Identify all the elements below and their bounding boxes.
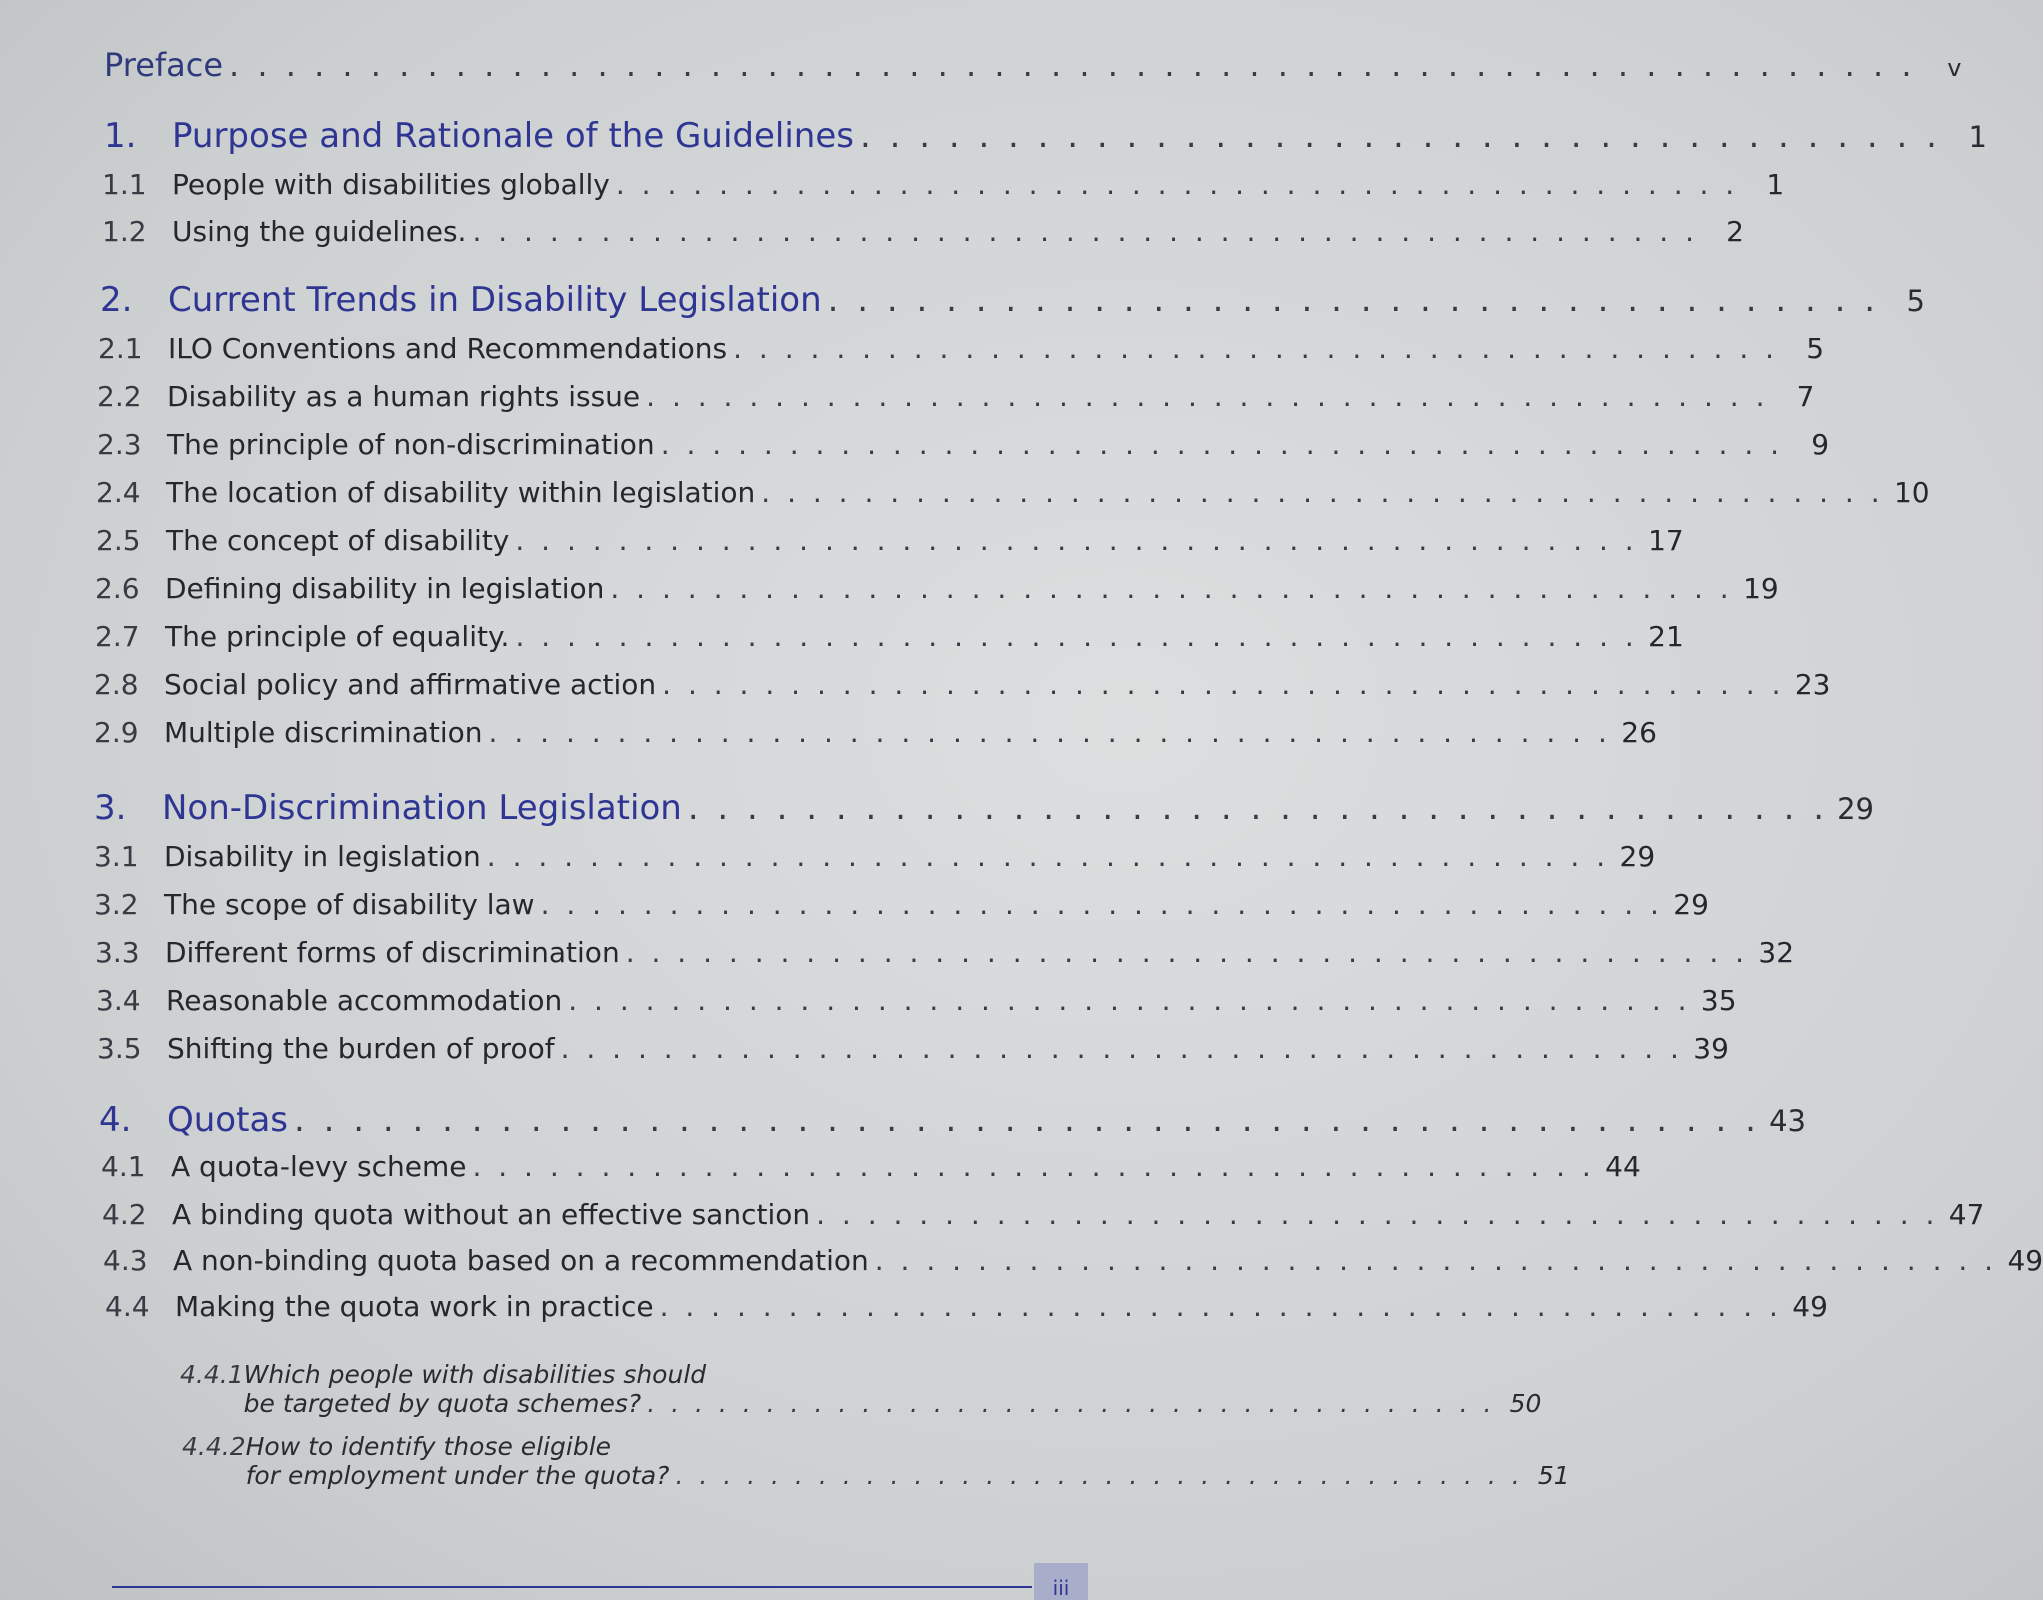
- dot-leader: . . . . . . . . . . . . . . . . . . . . . . . . . . . . . . . . . . . . . . . . . . . .: [488, 716, 1611, 749]
- section-title: The scope of disability law: [164, 888, 535, 921]
- dot-leader: . . . . . . . . . . . . . . . . . . . . . . . . . . . . . . . . . . . . . . . . . . . . . . . . . . . . . . . . . . . .: [229, 46, 1916, 84]
- toc-section-2-9: [94, 716, 1657, 749]
- chapter-number: 1.: [104, 116, 137, 156]
- section-page: 19: [1743, 572, 1779, 605]
- chapter-page: 1: [1968, 120, 1987, 154]
- chapter-title: Quotas: [167, 1100, 288, 1140]
- section-page: 44: [1605, 1150, 1641, 1183]
- dot-leader: . . . . . . . . . . . . . . . . . . . . . . . . . . . . . . . . . . . .: [827, 280, 1879, 320]
- section-page: 7: [1796, 380, 1815, 413]
- section-page: 49: [1792, 1290, 1828, 1323]
- section-title: Social policy and affirmative action: [164, 668, 657, 701]
- section-title: Reasonable accommodation: [166, 984, 563, 1017]
- subsection-number: 4.4.1: [180, 1360, 244, 1389]
- toc-section-4-1: [101, 1150, 1641, 1183]
- section-number: 2.9: [94, 716, 139, 749]
- toc-subsection-4-4-1: [180, 1360, 1542, 1418]
- section-number: 3.2: [94, 888, 139, 921]
- toc-section-2-1: [98, 332, 1825, 365]
- section-number: 2.8: [94, 668, 139, 701]
- section-number: 4.4: [105, 1290, 150, 1323]
- section-number: 2.3: [97, 428, 142, 461]
- dot-leader: . . . . . . . . . . . . . . . . . . . . . . . . . . . . . . . . . . . . . . . . . . . . . . . . . .: [294, 1100, 1760, 1140]
- dot-leader: . . . . . . . . . . . . . . . . . . . . . . . . . . . . . . . . . . . . . . . . . . . .: [662, 668, 1785, 701]
- dot-leader: . . . . . . . . . . . . . . . . . . . . . . . . . . . . . . . . . . . . . . .: [687, 788, 1828, 828]
- section-page: 10: [1893, 476, 1930, 509]
- section-page: 49: [2007, 1244, 2043, 1277]
- dot-leader: . . . . . . . . . . . . . . . . . . . . . . . . . . . . . . . . . . . . .: [859, 116, 1941, 156]
- section-page: 1: [1766, 168, 1785, 201]
- dot-leader: . . . . . . . . . . . . . . . . . . . . . . . . . . . . . . . . . . . . . . . . . . . .: [610, 572, 1733, 605]
- section-title: The location of disability within legislation: [166, 476, 756, 509]
- chapter-number: 3.: [94, 788, 127, 828]
- subsection-page: 50: [1509, 1389, 1542, 1418]
- toc-section-1-1: [102, 168, 1785, 201]
- dot-leader: . . . . . . . . . . . . . . . . . . . . . . . . . . . . . . . . . . . . . . . . . . . . . . . .: [472, 215, 1698, 248]
- toc-section-3-2: [94, 888, 1709, 921]
- dot-leader: . . . . . . . . . . . . . . . . . . . . . . . . . . . . . . . . . . . . . . . . . . . .: [761, 476, 1884, 509]
- subsection-page: 51: [1537, 1461, 1570, 1490]
- section-number: 4.3: [103, 1244, 148, 1277]
- section-page: 2: [1726, 215, 1744, 248]
- section-page: 5: [1806, 332, 1825, 365]
- chapter-title: Current Trends in Disability Legislation: [168, 280, 822, 320]
- toc-subsection-4-4-2: [182, 1432, 1570, 1490]
- section-number: 3.3: [95, 936, 140, 969]
- toc-section-3-3: [95, 936, 1795, 969]
- chapter-page: 29: [1837, 792, 1874, 826]
- subsection-body: [246, 1432, 1570, 1490]
- footer-page-number: iii: [1034, 1563, 1088, 1600]
- toc-section-2-5: [96, 524, 1684, 557]
- entry-title: Preface: [104, 46, 224, 84]
- chapter-page: 5: [1906, 284, 1925, 318]
- section-number: 2.2: [97, 380, 142, 413]
- subsection-number: 4.4.2: [182, 1432, 246, 1461]
- section-page: 47: [1948, 1198, 1985, 1231]
- dot-leader: . . . . . . . . . . . . . . . . . . . . . . . . . . . . . . . . . . . . . . . . . . . .: [615, 168, 1739, 201]
- section-title: Making the quota work in practice: [175, 1290, 654, 1323]
- chapter-title: Purpose and Rationale of the Guidelines: [172, 116, 854, 156]
- chapter-page: 43: [1769, 1104, 1806, 1138]
- toc-section-3-4: [96, 984, 1737, 1017]
- dot-leader: . . . . . . . . . . . . . . . . . . . . . . . . . . . . . . . . . . . . . . . . . . . .: [472, 1150, 1595, 1183]
- section-number: 2.1: [98, 332, 143, 365]
- section-title: A quota-levy scheme: [171, 1150, 467, 1183]
- subsection-title-line2-row: [246, 1461, 1570, 1490]
- section-page: 39: [1693, 1032, 1729, 1065]
- section-page: 29: [1673, 888, 1709, 921]
- toc-section-2-3: [97, 428, 1830, 461]
- toc-section-4-2: [102, 1198, 1985, 1231]
- section-title: The concept of disability: [166, 524, 510, 557]
- section-title: A non-binding quota based on a recommendation: [173, 1244, 869, 1277]
- dot-leader: . . . . . . . . . . . . . . . . . . . . . . . . . . . . . . . . . . . . . . . . .: [733, 332, 1779, 365]
- dot-leader: . . . . . . . . . . . . . . . . . . . . . . . . . . . . . . . . . . . . . . . . . . . .: [625, 936, 1749, 969]
- section-title: The principle of equality.: [165, 620, 510, 653]
- subsection-body: [244, 1360, 1542, 1418]
- subsection-title-line2: for employment under the quota?: [245, 1461, 670, 1490]
- toc-section-1-2: [102, 215, 1744, 248]
- section-number: 3.5: [97, 1032, 142, 1065]
- toc-section-3-1: [94, 840, 1656, 873]
- dot-leader: . . . . . . . . . . . . . . . . . . . . . . . . . . . . . . . . . . . . . . . . . . . .: [568, 984, 1691, 1017]
- section-title: Multiple discrimination: [164, 716, 483, 749]
- section-page: 26: [1621, 716, 1657, 749]
- section-number: 4.2: [102, 1198, 147, 1231]
- subsection-title-line2-row: [244, 1389, 1542, 1418]
- dot-leader: . . . . . . . . . . . . . . . . . . . . . . . . . . . . . . . . . . . . . . . . . . . .: [874, 1244, 1998, 1277]
- toc-section-4-3: [103, 1244, 2043, 1277]
- dot-leader: . . . . . . . . . . . . . . . . . . . . . . . . . . . . . . . . . . . .: [675, 1461, 1524, 1490]
- subsection-title-line1: Which people with disabilities should: [243, 1360, 707, 1389]
- section-page: 29: [1619, 840, 1656, 873]
- toc-chapter-2: [100, 280, 1925, 320]
- dot-leader: . . . . . . . . . . . . . . . . . . . . . . . . . . . . . . . . . . . .: [647, 1389, 1496, 1418]
- toc-section-2-7: [95, 620, 1684, 653]
- section-title: Using the guidelines.: [172, 215, 467, 248]
- section-page: 23: [1794, 668, 1831, 701]
- subsection-title-line1: How to identify those eligible: [245, 1432, 612, 1461]
- toc-section-3-5: [97, 1032, 1729, 1065]
- toc-entry-preface: [104, 46, 1962, 84]
- toc-section-2-8: [94, 668, 1831, 701]
- footer-rule: [112, 1586, 1032, 1588]
- section-title: Defining disability in legislation: [165, 572, 605, 605]
- section-number: 3.1: [94, 840, 139, 873]
- entry-page: v: [1947, 54, 1962, 82]
- section-number: 2.6: [95, 572, 140, 605]
- dot-leader: . . . . . . . . . . . . . . . . . . . . . . . . . . . . . . . . . . . . . . . . . . . .: [646, 380, 1769, 413]
- section-title: Disability as a human rights issue: [167, 380, 641, 413]
- dot-leader: . . . . . . . . . . . . . . . . . . . . . . . . . . . . . . . . . . . . . . . . . . . .: [486, 840, 1610, 873]
- section-page: 32: [1758, 936, 1795, 969]
- chapter-number: 4.: [99, 1100, 132, 1140]
- section-number: 1.2: [102, 215, 147, 248]
- toc-section-4-4: [105, 1290, 1828, 1323]
- toc-chapter-4: [99, 1100, 1806, 1140]
- chapter-number: 2.: [100, 280, 133, 320]
- section-number: 3.4: [96, 984, 141, 1017]
- toc-section-2-6: [95, 572, 1779, 605]
- section-number: 2.4: [96, 476, 141, 509]
- section-number: 2.7: [95, 620, 140, 653]
- toc-chapter-1: [104, 116, 1987, 156]
- dot-leader: . . . . . . . . . . . . . . . . . . . . . . . . . . . . . . . . . . . . . . . . . . . .: [660, 428, 1784, 461]
- section-number: 4.1: [101, 1150, 146, 1183]
- section-title: Disability in legislation: [164, 840, 481, 873]
- section-number: 1.1: [102, 168, 147, 201]
- section-title: Shifting the burden of proof: [167, 1032, 555, 1065]
- section-title: ILO Conventions and Recommendations: [168, 332, 728, 365]
- section-title: Different forms of discrimination: [165, 936, 620, 969]
- section-page: 21: [1648, 620, 1684, 653]
- dot-leader: . . . . . . . . . . . . . . . . . . . . . . . . . . . . . . . . . . . . . . . . . . . .: [515, 524, 1638, 557]
- toc-chapter-3: [94, 788, 1874, 828]
- dot-leader: . . . . . . . . . . . . . . . . . . . . . . . . . . . . . . . . . . . . . . . . . . . .: [816, 1198, 1939, 1231]
- dot-leader: . . . . . . . . . . . . . . . . . . . . . . . . . . . . . . . . . . . . . . . . . . . .: [515, 620, 1638, 653]
- dot-leader: . . . . . . . . . . . . . . . . . . . . . . . . . . . . . . . . . . . . . . . . . . . .: [659, 1290, 1782, 1323]
- section-title: People with disabilities globally: [172, 168, 610, 201]
- toc-section-2-4: [96, 476, 1930, 509]
- section-page: 17: [1648, 524, 1684, 557]
- dot-leader: . . . . . . . . . . . . . . . . . . . . . . . . . . . . . . . . . . . . . . . . . . . .: [560, 1032, 1683, 1065]
- section-page: 9: [1811, 428, 1830, 461]
- toc-section-2-2: [97, 380, 1815, 413]
- section-number: 2.5: [96, 524, 141, 557]
- chapter-title: Non-Discrimination Legislation: [162, 788, 682, 828]
- section-title: The principle of non-discrimination: [167, 428, 655, 461]
- subsection-title-line2: be targeted by quota schemes?: [243, 1389, 642, 1418]
- section-page: 35: [1700, 984, 1737, 1017]
- section-title: A binding quota without an effective sanction: [172, 1198, 811, 1231]
- dot-leader: . . . . . . . . . . . . . . . . . . . . . . . . . . . . . . . . . . . . . . . . . . . .: [540, 888, 1663, 921]
